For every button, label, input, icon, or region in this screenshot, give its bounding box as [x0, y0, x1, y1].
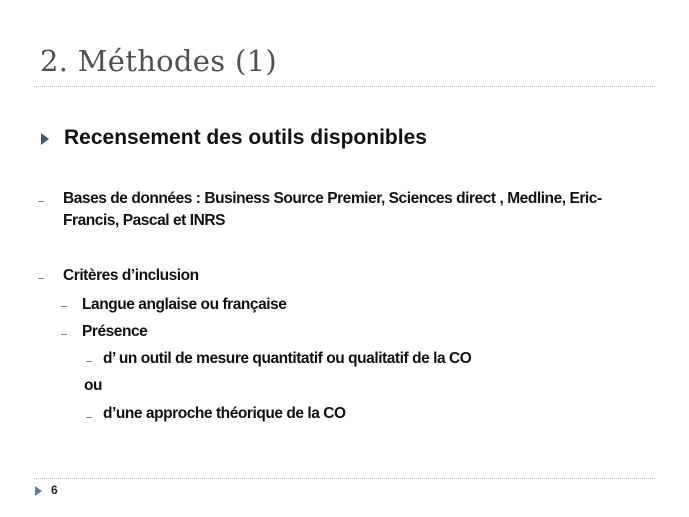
criteria-presence: Présence: [82, 323, 148, 340]
dash-bullet-icon: [38, 278, 44, 279]
page-number: 6: [51, 483, 58, 497]
dash-bullet-icon: [38, 201, 44, 202]
criteria-tool: d’ un outil de mesure quantitatif ou qualitatif de la CO: [103, 350, 472, 367]
criteria-label: Critères d’inclusion: [63, 267, 199, 284]
dash-bullet-icon: [61, 334, 67, 335]
databases-line-2: Francis, Pascal et INRS: [63, 212, 225, 229]
criteria-language: Langue anglaise ou française: [82, 296, 287, 313]
section-heading: Recensement des outils disponibles: [64, 126, 427, 149]
dash-bullet-icon: [61, 306, 67, 307]
criteria-approach: d’une approche théorique de la CO: [103, 405, 346, 422]
page-marker-icon: [35, 486, 42, 496]
databases-line-1: Bases de données : Business Source Premier, Sciences direct , Medline, Eric-: [63, 190, 602, 207]
dash-bullet-icon: [86, 417, 92, 418]
dash-bullet-icon: [86, 361, 92, 362]
slide-title: 2. Méthodes (1): [40, 44, 277, 78]
title-divider: [34, 86, 655, 87]
footer-divider: [34, 478, 655, 479]
criteria-or: ou: [84, 377, 103, 394]
triangle-bullet-icon: [41, 133, 49, 145]
